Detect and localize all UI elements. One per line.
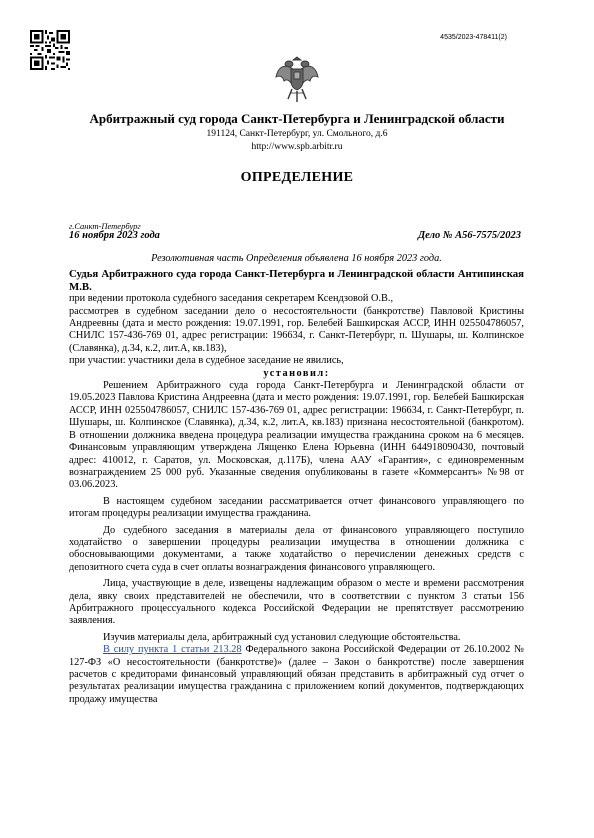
paragraph-notice: Лица, участвующие в деле, извещены надлежащим образом о месте и времени рассмотрения дела, явку своих представителей не обеспечили, что в соответствии с пунктом 3 статьи 156 Арбитражного процессуального кодекса Российской Федерации не препятствует рассмотрению заявления. [69, 578, 524, 627]
document-number: 4535/2023-478411(2) [440, 34, 507, 41]
participation-paragraph: при участии: участники дела в судебное заседание не явились, [69, 355, 344, 367]
court-name: Арбитражный суд города Санкт-Петербурга и Ленинградской области [89, 111, 505, 126]
document-body [69, 253, 524, 706]
established-heading: установил: [263, 367, 330, 379]
russian-coat-of-arms-icon [274, 53, 320, 105]
document-title: ОПРЕДЕЛЕНИЕ [240, 170, 354, 185]
paragraph-report: В настоящем судебном заседании рассматривается отчет финансового управляющего по итогам процедуры реализации имущества гражданина. [69, 495, 524, 520]
case-number: Дело № А56-7575/2023 [418, 230, 521, 241]
qr-code-icon [30, 30, 70, 70]
court-address: 191124, Санкт-Петербург, ул. Смольного, д.6 [206, 129, 388, 139]
law-article-link[interactable]: В силу пункта 1 статьи 213.28 [103, 644, 242, 656]
paragraph-law [69, 644, 524, 706]
court-website: http://www.spb.arbitr.ru [251, 142, 343, 152]
paragraph-review: Изучив материалы дела, арбитражный суд установил следующие обстоятельства. [103, 631, 461, 643]
judge-line: Судья Арбитражного суда города Санкт-Петербурга и Ленинградской области Антипинская М.В. [69, 268, 524, 293]
paragraph-law-text: Федерального закона Российской Федерации от 26.10.2002 № 127-ФЗ «О несостоятельности (банкротстве)» (далее – Закон о банкротстве) после завершения расчетов с кредиторами финансовый управляющий обязан представить в арбитражный суд отчет о результатах реализации имущества гражданина с приложением копий документов, подтверждающих продажу имущества [69, 644, 524, 705]
considered-paragraph: рассмотрев в судебном заседании дело о несостоятельности (банкротстве) Павловой Кристины Андреевны (дата и место рождения: 19.07.1991, гор. Белебей Башкирская АССР, ИНН 025504786057, СНИЛС 157-436-769 01, адрес регистрации: 196634, г. Санкт-Петербург, п. Шушары, ш. Колпинское (Славянка), д.34, к.2, лит.А, кв.183), [69, 305, 524, 354]
paragraph-motion: До судебного заседания в материалы дела от финансового управляющего поступило ходатайство о завершении процедуры реализации имущества в отношении должника с обосновывающими документами, а также ходатайство о перечислении денежных средств с депозитного счета суда в счет оплаты вознаграждения финансового управляющего. [69, 524, 524, 573]
document-date: 16 ноября 2023 года [69, 230, 160, 241]
city: г.Санкт-Петербург [69, 221, 141, 231]
resolution-note: Резолютивная часть Определения объявлена 16 ноября 2023 года. [151, 253, 442, 264]
paragraph-decision: Решением Арбитражного суда города Санкт-Петербурга и Ленинградской области от 19.05.2023 Павлова Кристина Андреевна (дата и место рождения: 19.07.1991, гор. Белебей Башкирская АССР, ИНН 025504786057, СНИЛС 157-436-769 01, адрес регистрации: 196634, г. Санкт-Петербург, п. Шушары, ш. Колпинское (Славянка), д.34, к.2, лит.А, кв.183) признана несостоятельной (банкротом). В отношении должника введена процедура реализации имущества гражданина сроком на 6 месяцев. Финансовым управляющим утверждена Лященко Елена Юрьевна (ИНН 644918090430, почтовый адрес: 410012, г. Саратов, ул. Московская, д.117Б), члена ААУ «Гарантия», с единовременным вознаграждением 25 000 руб. Указанные сведения опубликованы в газете «Коммерсантъ» №98 от 03.06.2023. [69, 380, 524, 491]
protocol-paragraph: при ведении протокола судебного заседания секретарем Ксендзовой О.В., [69, 293, 394, 305]
